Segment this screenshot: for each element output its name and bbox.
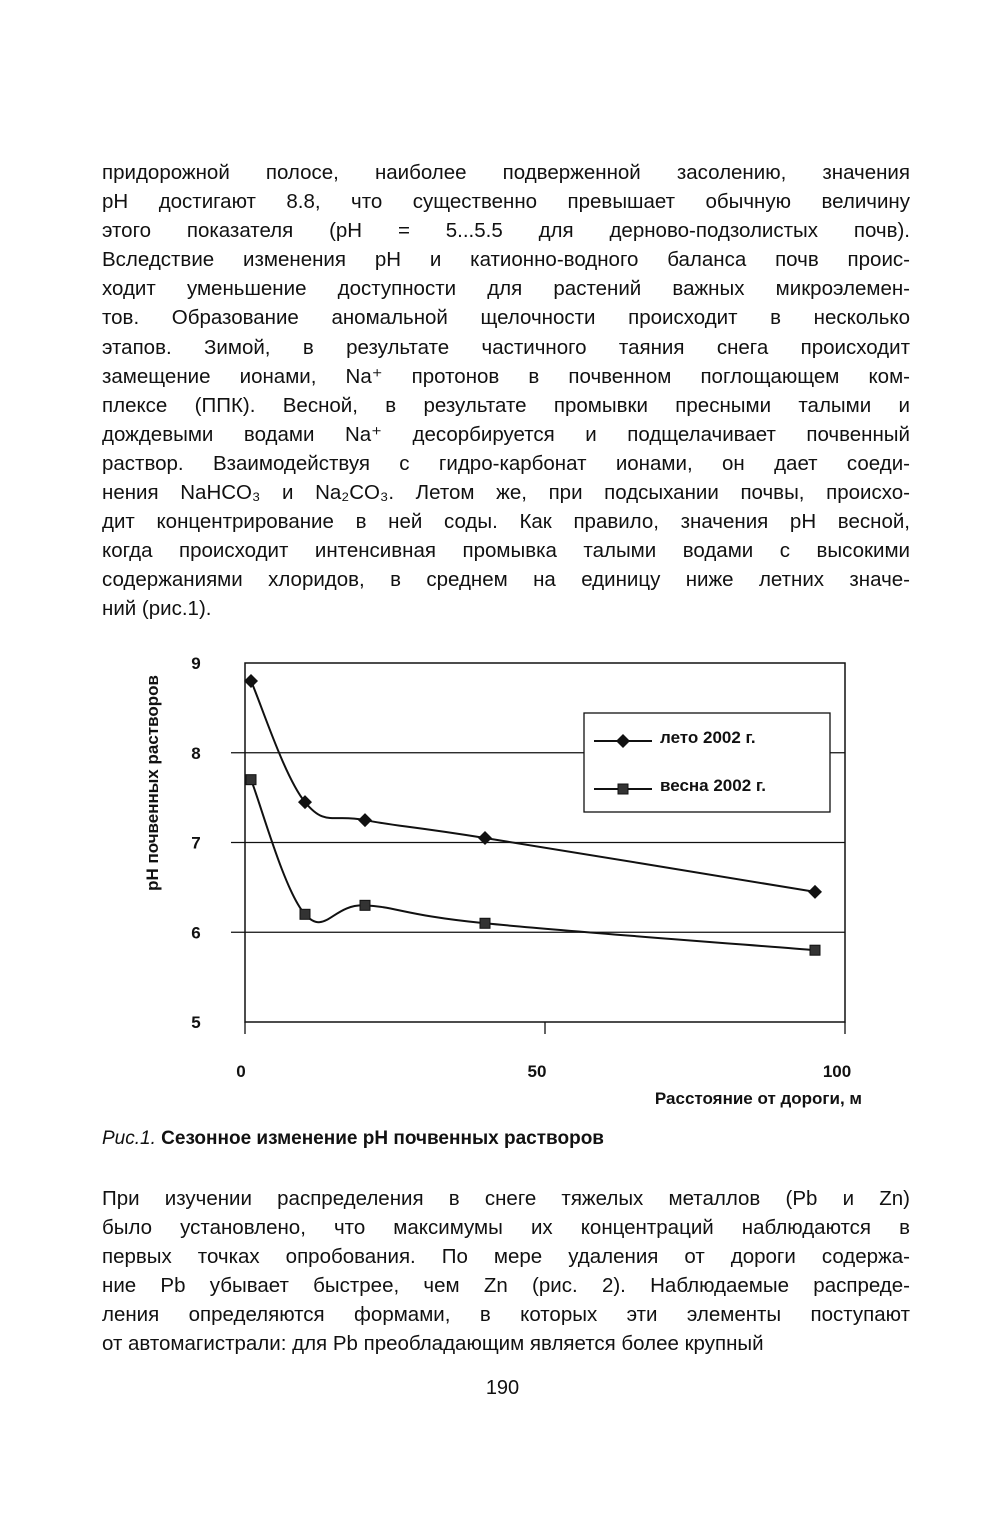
text-line: pH достигают 8.8, что существенно превышает обычную величину — [102, 190, 910, 214]
text-line: этапов. Зимой, в результате частичного таяния снега происходит — [102, 335, 910, 359]
text-line: было установлено, что максимумы их концентраций наблюдаются в — [102, 1216, 910, 1240]
x-axis-label: Расстояние от дороги, м — [654, 1089, 862, 1108]
text-line: придорожной полосе, наиболее подверженной засолению, значения — [102, 161, 910, 184]
caption-text: Сезонное изменение pH почвенных растворов — [161, 1128, 604, 1149]
text-line: содержаниями хлоридов, в среднем на единицу ниже летних значе- — [102, 568, 910, 592]
text-line: тов. Образование аномальной щелочности происходит в несколько — [102, 306, 910, 330]
spring-data-point — [300, 909, 310, 919]
text-line: этого показателя (pH = 5...5.5 для дерново-подзолистых почв). — [102, 219, 910, 243]
summer-data-point — [358, 813, 372, 827]
text-line: При изучении распределения в снеге тяжелых металлов (Pb и Zn) — [102, 1187, 910, 1210]
paragraph-2 — [102, 1184, 910, 1359]
summer-data-point — [244, 674, 258, 688]
text-line: ходит уменьшение доступности для растений важных микроэлемен- — [102, 277, 910, 301]
text-line: ние Pb убывает быстрее, чем Zn (рис. 2). Наблюдаемые распреде- — [102, 1274, 910, 1298]
spring-data-point — [360, 900, 370, 910]
legend-label: лето 2002 г. — [660, 728, 756, 747]
x-tick-label: 50 — [527, 1062, 547, 1081]
text-line: плексе (ППК). Весной, в результате промывки пресными талыми и — [102, 393, 910, 417]
y-tick-label: 7 — [191, 833, 201, 853]
text-line: замещение ионами, Na⁺ протонов в почвенном поглощающем ком- — [102, 364, 910, 388]
legend-label: весна 2002 г. — [660, 776, 767, 795]
text-line: нения NaHCO₃ и Na₂CO₃. Летом же, при подсыхании почвы, происхо- — [102, 481, 910, 505]
page-number: 190 — [485, 1377, 520, 1399]
text-line: первых точках опробования. По мере удаления от дороги содержа- — [102, 1245, 910, 1269]
text-line: от автомагистрали: для Pb преобладающим является более крупный — [102, 1332, 764, 1356]
spring-data-point — [810, 945, 820, 955]
text-line: ний (рис.1). — [102, 597, 212, 621]
y-tick-label: 5 — [191, 1013, 201, 1032]
spring-data-point — [246, 775, 256, 785]
y-tick-label: 9 — [191, 654, 201, 673]
caption-figure-label: Рис.1. — [102, 1128, 156, 1149]
text-line: раствор. Взаимодействуя с гидро-карбонат ионами, он дает соеди- — [102, 451, 910, 475]
text-line: ления определяются формами, в которых эти элементы поступают — [102, 1303, 910, 1327]
text-line: дождевыми водами Na⁺ десорбируется и подщелачивает почвенный — [102, 422, 910, 446]
text-line: дит концентрирование в ней соды. Как правило, значения pH весной, — [102, 510, 910, 534]
text-line: когда происходит интенсивная промывка талыми водами с высокими — [102, 539, 910, 563]
summer-data-point — [808, 885, 822, 899]
y-axis-label: pH почвенных растворов — [143, 675, 162, 891]
legend-marker — [618, 784, 628, 794]
x-tick-label: 0 — [236, 1062, 246, 1081]
spring-data-point — [480, 918, 490, 928]
figure-caption — [102, 1128, 604, 1150]
y-tick-label: 6 — [191, 923, 201, 943]
x-tick-label: 100 — [822, 1062, 852, 1081]
text-line: Вследствие изменения pH и катионно-водного баланса почв проис- — [102, 248, 910, 272]
y-tick-label: 8 — [191, 743, 201, 763]
